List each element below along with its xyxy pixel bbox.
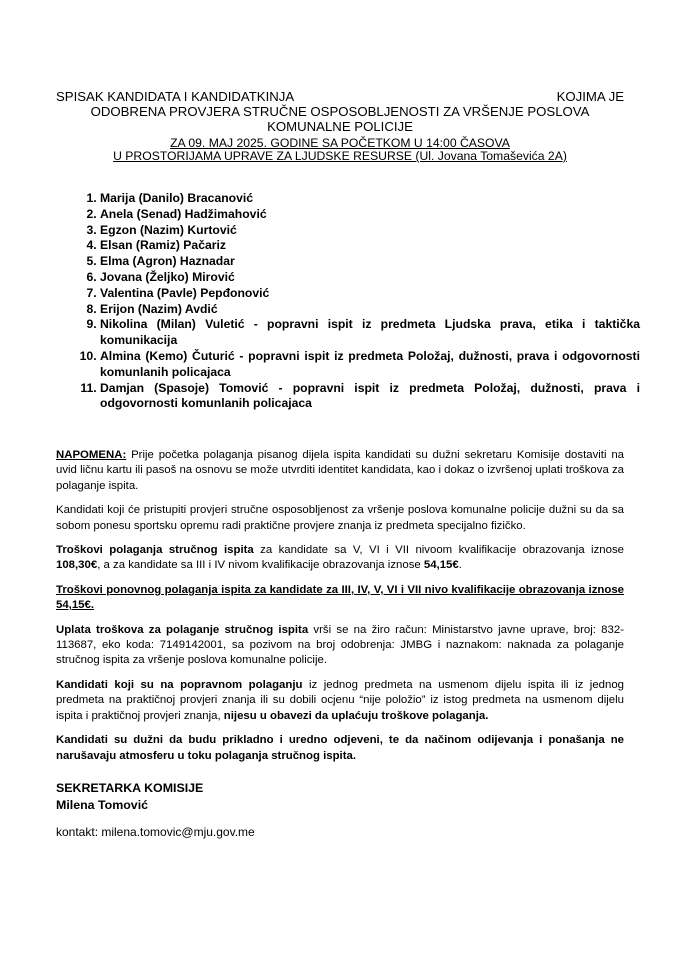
fees-heading: Troškovi polaganja stručnog ispita [56,544,254,557]
note-paragraph-3 [56,543,624,574]
header-date: ZA 09. MAJ 2025. GODINE SA POČETKOM U 14:00 ČASOVA [170,136,510,150]
header-title-left: SPISAK KANDIDATA I KANDIDATKINJA [56,89,295,104]
candidate-list [78,191,640,412]
list-item: 3. Egzon (Nazim) Kurtović [100,223,640,239]
payment-heading: Uplata troškova za polaganje stručnog ispita [56,623,309,636]
notes-section [56,448,624,773]
header-line-3: KOMUNALNE POLICIJE [267,119,413,134]
fee-amount-2: 54,15€ [423,559,459,572]
payment-text: vrši se na žiro račun: Ministarstvo javne uprave, broj: 832-113687, eko koda: 7149142001, sa pozivom na broj odobrenja: JMBG i naznakom: naknada za polaganje stručnog ispita za vršenje poslova komunalne policije. [56,623,624,667]
list-item: 11. Damjan (Spasoje) Tomović - popravni ispit iz predmeta Položaj, dužnosti, prava i odgovornosti komunlanih policajaca [100,381,640,413]
retake-exemption: nijesu u obavezi da uplaćuju troškove polaganja. [223,709,489,722]
signature-block [56,780,203,814]
retake-heading: Kandidati koji su na popravnom polaganju [56,678,303,691]
fees-text-a: za kandidate sa V, VI i VII nivoom kvalifikacije obrazovanja iznose [253,544,624,557]
list-item: 7. Valentina (Pavle) Pepđonović [100,286,640,302]
list-item: 1. Marija (Danilo) Bracanović [100,191,640,207]
fees-text-end: . [458,559,462,572]
list-item: 2. Anela (Senad) Hadžimahović [100,207,640,223]
note-paragraph-4: Troškovi ponovnog polaganja ispita za kandidate za III, IV, V, VI i VII nivo kvalifikacije obrazovanja iznose 54,15€. [56,583,624,612]
note-label: NAPOMENA: [56,449,127,461]
header-line-1 [56,89,624,104]
note-paragraph-7: Kandidati su dužni da budu prikladno i uredno odjeveni, te da načinom odijevanja i ponašanja ne narušavaju atmosferu u toku polaganja stručnog ispita. [56,734,624,762]
retake-text: iz jednog predmeta na usmenom dijelu ispita ili iz jednog predmeta na praktičnoj provjeri znanja ili su dobili ocjenu “nije položio” iz istog predmeta na usmenom dijelu ispita i praktičnoj provjeri znanja, [56,678,625,722]
header-location: U PROSTORIJAMA UPRAVE ZA LJUDSKE RESURSE (Ul. Jovana Tomaševića 2A) [113,149,567,163]
fees-text-b: , a za kandidate sa III i IV nivom kvalifikacije obrazovanja iznose [97,559,424,572]
header-title-right: KOJIMA JE [556,89,624,104]
list-item: 8. Erijon (Nazim) Avdić [100,302,640,318]
note-paragraph-2: Kandidati koji će pristupiti provjeri stručne osposobljenost za vršenje poslova komunalne policije dužni su da sa sobom ponesu sportsku opremu radi praktične provjere znanja iz predmeta specijalno fizičko. [56,504,624,532]
note-paragraph-5 [56,623,624,669]
list-item: 5. Elma (Agron) Haznadar [100,254,640,270]
fee-amount-1: 108,30€ [56,559,98,572]
note-text: Prije početka polaganja pisanog dijela ispita kandidati su dužni sekretaru Komisije dostaviti na uvid ličnu kartu ili pasoš na osnovu se može utvrditi identitet kandidata, kao i dokaz o izvršenoj uplati troškova za polaganje ispita. [56,449,624,492]
list-item: 4. Elsan (Ramiz) Pačariz [100,238,640,254]
list-item: 10. Almina (Kemo) Čuturić - popravni ispit iz predmeta Položaj, dužnosti, prava i odgovornosti komunlanih policajaca [100,349,640,381]
signature-name: Milena Tomović [56,798,149,812]
header-line-2: ODOBRENA PROVJERA STRUČNE OSPOSOBLJENOSTI ZA VRŠENJE POSLOVA [90,104,590,119]
note-paragraph-1 [56,448,624,494]
signature-title: SEKRETARKA KOMISIJE [56,781,204,795]
contact-info: kontakt: milena.tomovic@mju.gov.me [56,825,255,839]
note-paragraph-6 [56,678,624,724]
document-header [56,89,624,163]
list-item: 6. Jovana (Željko) Mirović [100,270,640,286]
list-item: 9. Nikolina (Milan) Vuletić - popravni ispit iz predmeta Ljudska prava, etika i taktička komunikacija [100,317,640,349]
